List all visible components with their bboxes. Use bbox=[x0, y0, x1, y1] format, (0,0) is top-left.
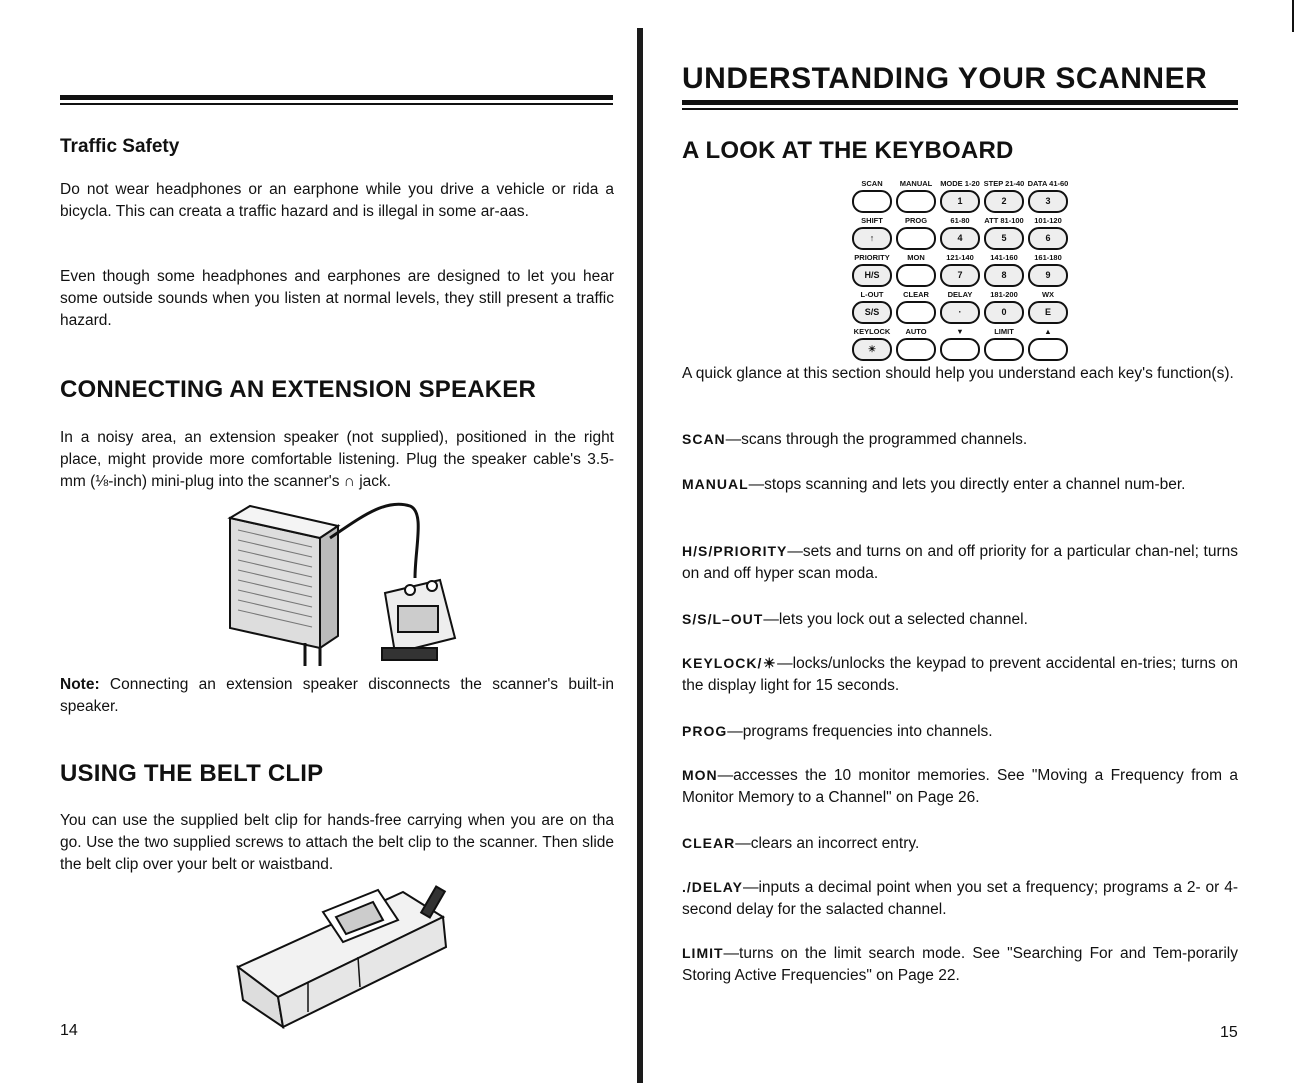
keypad-key: 7 bbox=[940, 264, 980, 287]
key-definition bbox=[682, 540, 1238, 585]
keypad-key bbox=[984, 338, 1024, 361]
keypad-cell bbox=[1026, 215, 1070, 250]
keypad-key: · bbox=[940, 301, 980, 324]
keypad-key-label: SCAN bbox=[861, 179, 883, 188]
keypad-key-label: MON bbox=[907, 253, 925, 262]
keypad-key: S/S bbox=[852, 301, 892, 324]
keypad-key-label: MANUAL bbox=[899, 179, 933, 188]
belt-clip-heading: USING THE BELT CLIP bbox=[60, 760, 324, 787]
key-definition-text: —programs frequencies into channels. bbox=[727, 723, 993, 740]
key-definition-term: PROG bbox=[682, 723, 728, 739]
keypad-key: 2 bbox=[984, 190, 1024, 213]
keypad-key: 3 bbox=[1028, 190, 1068, 213]
keyboard-intro: A quick glance at this section should help you understand each key's function(s). bbox=[682, 365, 1234, 382]
key-definition-term: CLEAR bbox=[682, 835, 736, 851]
key-definition-term: SCAN bbox=[682, 431, 726, 447]
key-definition-term: S/S/L–OUT bbox=[682, 611, 764, 627]
keyboard-heading: A LOOK AT THE KEYBOARD bbox=[682, 137, 1014, 164]
key-definition bbox=[682, 832, 1238, 855]
keypad-cell bbox=[850, 326, 894, 361]
belt-clip-illustration bbox=[228, 872, 478, 1032]
keypad-key bbox=[940, 338, 980, 361]
key-definition-text: —accesses the 10 monitor memories. See "Moving a Frequency from a Monitor Memory to a Channel" on Page 26. bbox=[682, 767, 1238, 806]
key-definition bbox=[682, 608, 1238, 631]
keypad-key bbox=[852, 190, 892, 213]
keypad-cell bbox=[982, 326, 1026, 361]
keypad-cell bbox=[1026, 252, 1070, 287]
keypad-key bbox=[896, 264, 936, 287]
key-definition-term: H/S/PRIORITY bbox=[682, 543, 788, 559]
keypad-key: H/S bbox=[852, 264, 892, 287]
traffic-safety-paragraph-2: Even though some headphones and earphones are designed to let you hear some outside sounds when you listen at normal levels, they still present a traffic hazard. bbox=[60, 268, 614, 329]
belt-clip-paragraph: You can use the supplied belt clip for hands-free carrying when you are on tha go. Use the two supplied screws to attach the belt clip to the scanner. Then slide the belt clip over your belt or waistband. bbox=[60, 812, 614, 873]
keypad-key: 8 bbox=[984, 264, 1024, 287]
right-top-rule-thin bbox=[682, 108, 1238, 110]
keypad-cell bbox=[894, 289, 938, 324]
keypad-key-label: DELAY bbox=[947, 290, 973, 299]
keypad-cell bbox=[938, 178, 982, 213]
keypad-cell bbox=[850, 252, 894, 287]
keypad-row bbox=[850, 252, 1070, 287]
keypad-key: 5 bbox=[984, 227, 1024, 250]
key-definition-text: —inputs a decimal point when you set a frequency; programs a 2- or 4-second delay for the salacted channel. bbox=[682, 879, 1238, 918]
keypad-key-label: PRIORITY bbox=[854, 253, 890, 262]
keypad-cell bbox=[982, 289, 1026, 324]
keypad-key: E bbox=[1028, 301, 1068, 324]
keypad-cell bbox=[938, 289, 982, 324]
keypad-cell bbox=[850, 178, 894, 213]
keypad-key-label: 141-160 bbox=[990, 253, 1018, 262]
page-gutter bbox=[637, 28, 643, 1083]
keypad-key-label: KEYLOCK bbox=[853, 327, 891, 336]
keypad-cell bbox=[850, 215, 894, 250]
traffic-safety-heading: Traffic Safety bbox=[60, 136, 180, 157]
key-definition-text: —locks/unlocks the keypad to prevent accidental en-tries; turns on the display light for 15 seconds. bbox=[682, 655, 1238, 694]
keypad-cell bbox=[1026, 326, 1070, 361]
keypad-row bbox=[850, 289, 1070, 324]
key-definition-term: LIMIT bbox=[682, 945, 724, 961]
keypad-key: 6 bbox=[1028, 227, 1068, 250]
keypad-key bbox=[896, 301, 936, 324]
key-definition-term: MANUAL bbox=[682, 476, 749, 492]
keypad-diagram bbox=[850, 178, 1070, 363]
keypad-key-label: 161-180 bbox=[1034, 253, 1062, 262]
key-definition-text: —lets you lock out a selected channel. bbox=[763, 611, 1028, 628]
keypad-cell bbox=[982, 215, 1026, 250]
extension-speaker-illustration bbox=[210, 498, 470, 668]
keypad-cell bbox=[1026, 289, 1070, 324]
keypad-row bbox=[850, 215, 1070, 250]
keypad-key-label: PROG bbox=[904, 216, 928, 225]
keypad-key-label: ▼ bbox=[956, 327, 964, 336]
keypad-cell bbox=[938, 326, 982, 361]
keypad-cell bbox=[894, 252, 938, 287]
keypad-key: 9 bbox=[1028, 264, 1068, 287]
key-definition bbox=[682, 942, 1238, 987]
keypad-key-label: 101-120 bbox=[1034, 216, 1062, 225]
keypad-key: ↑ bbox=[852, 227, 892, 250]
keypad-key-label: MODE 1-20 bbox=[940, 179, 980, 188]
keypad-cell bbox=[894, 178, 938, 213]
keypad-key bbox=[896, 190, 936, 213]
keypad-row bbox=[850, 178, 1070, 213]
left-top-rule bbox=[60, 95, 613, 100]
key-definition bbox=[682, 764, 1238, 809]
keypad-key-label: LIMIT bbox=[994, 327, 1014, 336]
key-definition-term: KEYLOCK/☀ bbox=[682, 655, 778, 671]
key-definition bbox=[682, 876, 1238, 921]
key-definition bbox=[682, 652, 1238, 697]
key-definition bbox=[682, 473, 1238, 496]
key-definition-text: —clears an incorrect entry. bbox=[735, 835, 920, 852]
keypad-cell bbox=[938, 215, 982, 250]
keypad-key bbox=[896, 338, 936, 361]
keypad-key-label: AUTO bbox=[905, 327, 927, 336]
keypad-key bbox=[896, 227, 936, 250]
keypad-cell bbox=[938, 252, 982, 287]
keypad-key-label: 61-80 bbox=[950, 216, 970, 225]
keypad-key-label: DATA 41-60 bbox=[1027, 179, 1069, 188]
note-label: Note: bbox=[60, 676, 100, 693]
keypad-key: 1 bbox=[940, 190, 980, 213]
keypad-cell bbox=[1026, 178, 1070, 213]
understanding-scanner-title: UNDERSTANDING YOUR SCANNER bbox=[682, 62, 1208, 95]
extension-speaker-paragraph: In a noisy area, an extension speaker (not supplied), positioned in the right place, might provide more comfortable listening. Plug the speaker cable's 3.5-mm (⅛-inch) mini-plug into the scanner's ∩ jack. bbox=[60, 429, 614, 490]
keypad-key-label: WX bbox=[1041, 290, 1055, 299]
keypad-cell bbox=[982, 252, 1026, 287]
keypad-key: 4 bbox=[940, 227, 980, 250]
keypad-row bbox=[850, 326, 1070, 361]
left-top-rule-thin bbox=[60, 103, 613, 105]
keypad-key-label: ▲ bbox=[1044, 327, 1052, 336]
keypad-key-label: CLEAR bbox=[903, 290, 929, 299]
keypad-cell bbox=[894, 326, 938, 361]
key-definition-text: —turns on the limit search mode. See "Searching For and Tem-porarily Storing Active Frequencies" on Page 22. bbox=[682, 945, 1238, 984]
key-definition-text: —scans through the programmed channels. bbox=[725, 431, 1028, 448]
corner-mark bbox=[1292, 0, 1294, 32]
note-text: Connecting an extension speaker disconnects the scanner's built-in speaker. bbox=[60, 676, 614, 715]
key-definition-term: ./DELAY bbox=[682, 879, 743, 895]
note bbox=[60, 674, 614, 718]
keypad-key bbox=[1028, 338, 1068, 361]
keypad-key-label: ATT 81-100 bbox=[984, 216, 1024, 225]
page-number-right: 15 bbox=[1220, 1024, 1238, 1041]
keypad-cell bbox=[894, 215, 938, 250]
keypad-key-label: 181-200 bbox=[990, 290, 1018, 299]
key-definition-text: —stops scanning and lets you directly enter a channel num-ber. bbox=[748, 476, 1186, 493]
key-definition bbox=[682, 720, 1238, 743]
keypad-key-label: L-OUT bbox=[860, 290, 884, 299]
page-number-left: 14 bbox=[60, 1022, 78, 1039]
key-definition bbox=[682, 428, 1238, 451]
keypad-key: 0 bbox=[984, 301, 1024, 324]
keypad-key-label: SHIFT bbox=[861, 216, 883, 225]
keypad-key: ☀ bbox=[852, 338, 892, 361]
keypad-cell bbox=[982, 178, 1026, 213]
keypad-cell bbox=[850, 289, 894, 324]
extension-speaker-heading: CONNECTING AN EXTENSION SPEAKER bbox=[60, 376, 537, 403]
keypad-key-label: 121-140 bbox=[946, 253, 974, 262]
key-definition-text: —sets and turns on and off priority for a particular chan-nel; turns on and off hyper scan moda. bbox=[682, 543, 1238, 582]
traffic-safety-paragraph-1: Do not wear headphones or an earphone while you drive a vehicle or rida a bicycla. This can creata a traffic hazard and is illegal in some ar-aas. bbox=[60, 181, 614, 220]
right-top-rule bbox=[682, 100, 1238, 105]
key-definition-term: MON bbox=[682, 767, 718, 783]
keypad-key-label: STEP 21-40 bbox=[983, 179, 1025, 188]
